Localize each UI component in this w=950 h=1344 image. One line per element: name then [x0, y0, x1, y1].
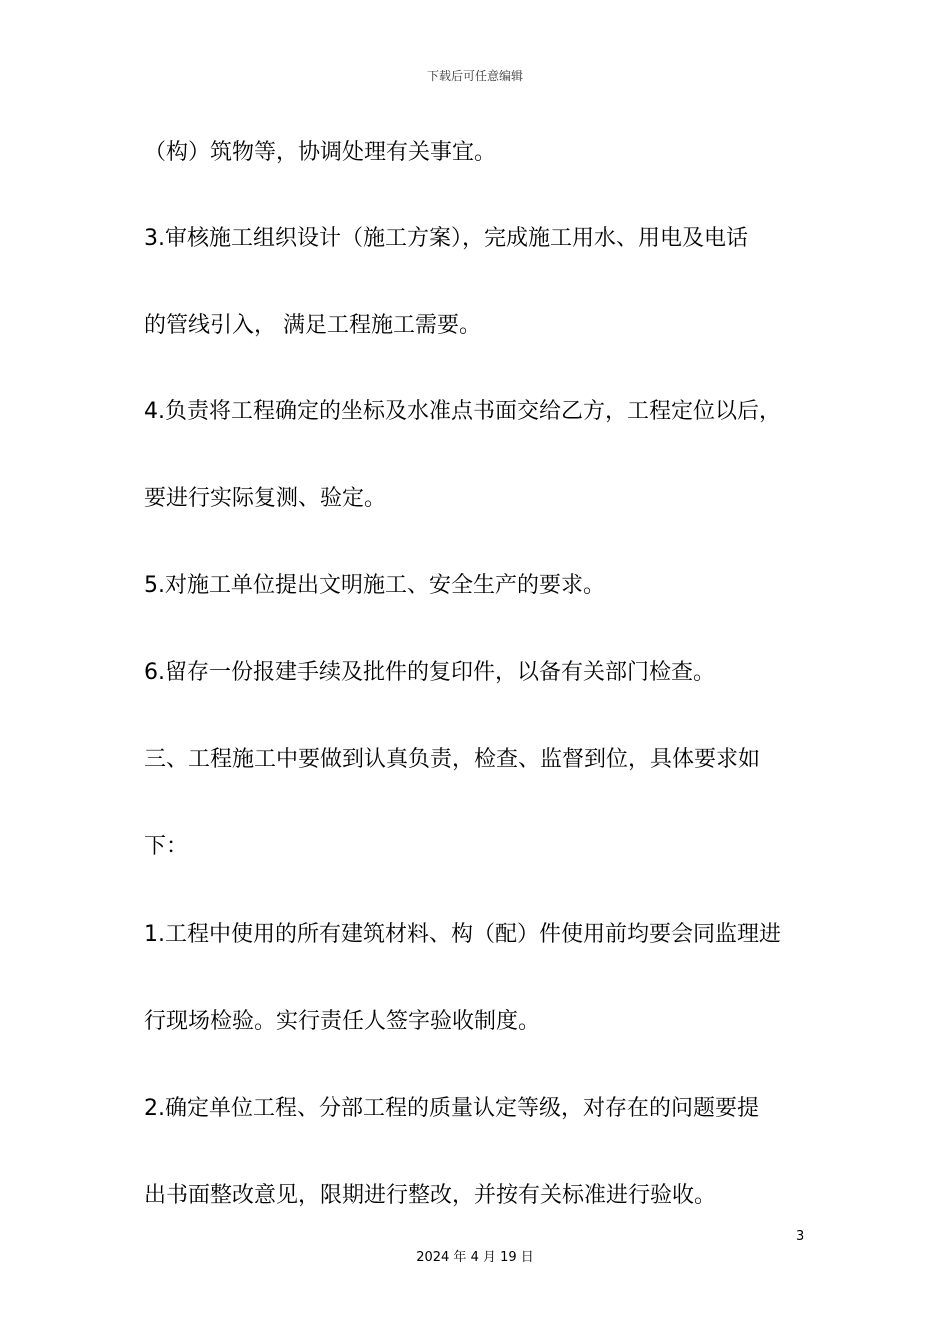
body-line: 下：	[144, 834, 189, 859]
body-line: 的管线引入， 满足工程施工需要。	[144, 313, 481, 338]
body-line: 1.工程中使用的所有建筑材料、构（配）件使用前均要会同监理进	[144, 922, 781, 947]
body-line: 出书面整改意见，限期进行整改，并按有关标准进行验收。	[144, 1183, 717, 1208]
body-line: （构）筑物等，协调处理有关事宜。	[144, 140, 497, 165]
section-heading: 三、工程施工中要做到认真负责，检查、监督到位，具体要求如	[144, 747, 761, 772]
body-line: 要进行实际复测、验定。	[144, 486, 387, 511]
body-line: 行现场检验。实行责任人签字验收制度。	[144, 1009, 541, 1034]
body-line: 6.留存一份报建手续及批件的复印件，以备有关部门检查。	[144, 660, 715, 685]
body-line: 2.确定单位工程、分部工程的质量认定等级，对存在的问题要提	[144, 1096, 759, 1121]
body-line: 4.负责将工程确定的坐标及水准点书面交给乙方，工程定位以后，	[144, 399, 781, 424]
body-line: 3.审核施工组织设计（施工方案），完成施工用水、用电及电话	[144, 226, 748, 251]
header-note: 下载后可任意编辑	[426, 69, 523, 83]
page-number: 3	[796, 1229, 805, 1244]
footer-date: 2024 年 4 月 19 日	[416, 1250, 534, 1265]
body-line: 5.对施工单位提出文明施工、安全生产的要求。	[144, 573, 605, 598]
